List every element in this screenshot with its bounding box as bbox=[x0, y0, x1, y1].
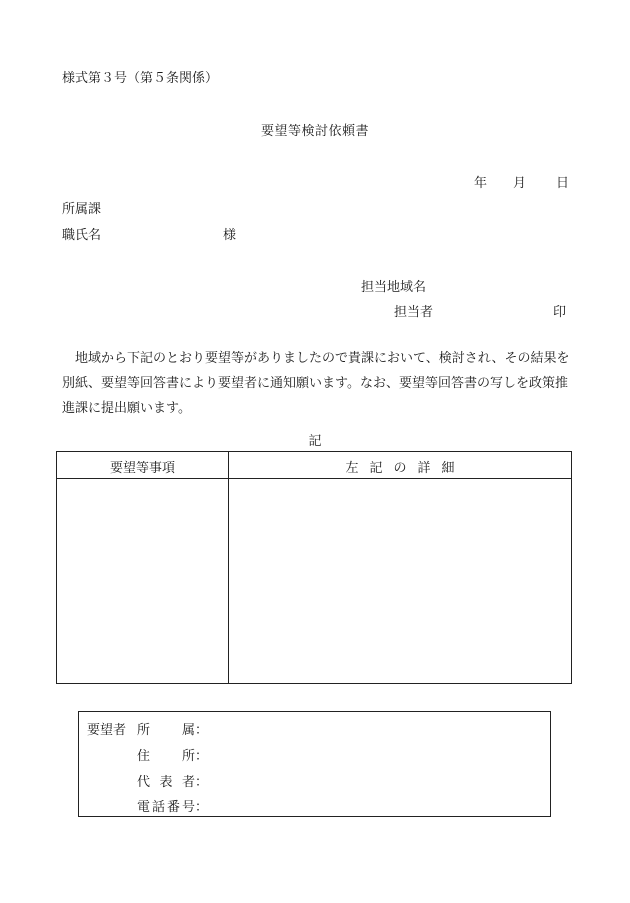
date-day-label: 日 bbox=[556, 176, 570, 191]
department-label: 所属課 bbox=[62, 202, 102, 217]
requester-representative-label: 代表者 bbox=[137, 775, 195, 790]
table-header-request-items: 要望等事項 bbox=[109, 461, 175, 476]
form-number: 様式第３号（第５条関係） bbox=[62, 71, 219, 86]
area-name-label: 担当地域名 bbox=[361, 280, 427, 295]
seal-mark: 印 bbox=[553, 305, 567, 320]
date-month-label: 月 bbox=[513, 176, 527, 191]
date-year-label: 年 bbox=[474, 176, 488, 191]
requester-affiliation-label: 所属 bbox=[137, 723, 195, 738]
requester-affiliation-colon: ： bbox=[195, 723, 209, 738]
requester-address-label: 住所 bbox=[137, 749, 195, 764]
detail-table bbox=[56, 451, 572, 684]
requester-address-colon: ： bbox=[195, 749, 209, 764]
requester-representative-colon: ： bbox=[195, 775, 209, 790]
table-header-details: 左記の詳細 bbox=[345, 461, 466, 476]
name-title-label: 職氏名 bbox=[62, 228, 102, 243]
requester-title: 要望者 bbox=[87, 723, 127, 738]
table-cell-request-items[interactable] bbox=[57, 479, 228, 683]
requester-phone-label: 電話番号 bbox=[137, 800, 195, 815]
honorific-label: 様 bbox=[223, 228, 237, 243]
requester-box bbox=[78, 711, 551, 817]
person-in-charge-label: 担当者 bbox=[394, 305, 434, 320]
note-label: 記 bbox=[308, 434, 322, 449]
body-paragraph: 地域から下記のとおり要望等がありましたので貴課において、検討され、その結果を別紙、要望等回答書により要望者に通知願います。なお、要望等回答書の写しを政策推進課に提出願います。 bbox=[62, 351, 570, 416]
document-title: 要望等検討依頼書 bbox=[260, 124, 369, 139]
table-cell-details[interactable] bbox=[229, 479, 571, 683]
requester-phone-colon: ： bbox=[195, 800, 209, 815]
